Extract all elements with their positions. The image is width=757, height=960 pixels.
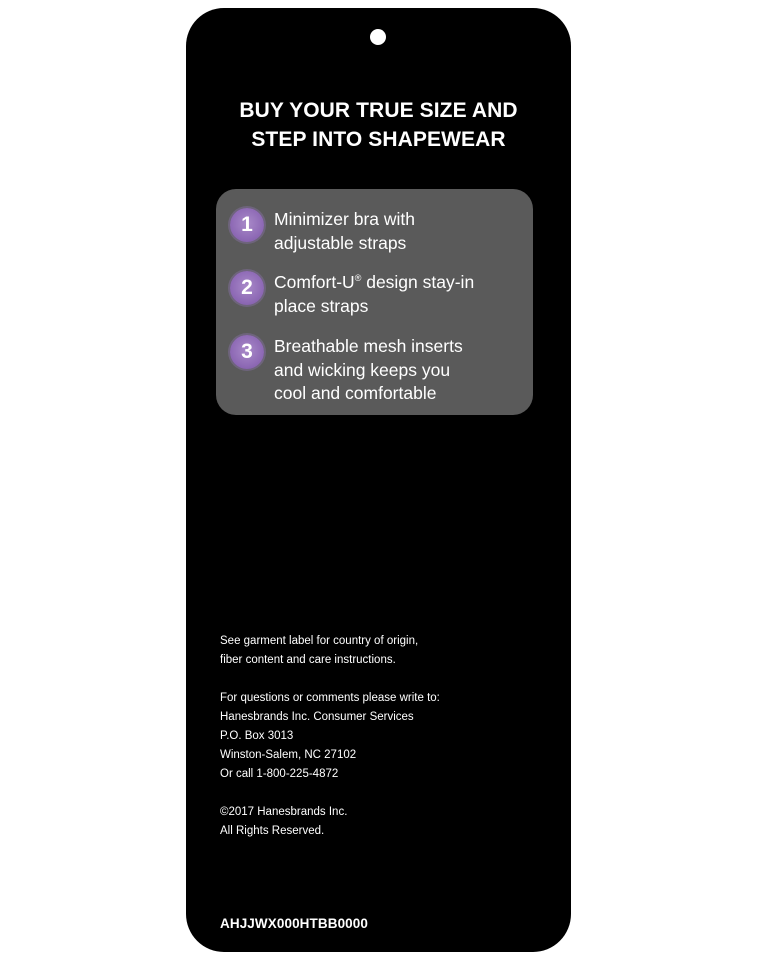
registered-mark: ® (354, 273, 362, 283)
origin-note: See garment label for country of origin, fiber content and care instructions. (220, 635, 419, 666)
feature-text: Minimizer bra with adjustable straps (274, 209, 415, 253)
headline-line-2: STEP INTO SHAPEWEAR (251, 128, 506, 151)
feature-number-badge: 1 (230, 208, 264, 242)
feature-text: Breathable mesh inserts and wicking keeps you cool and comfortable (274, 336, 463, 403)
hang-tag (186, 8, 571, 952)
feature-number-badge: 3 (230, 335, 264, 369)
feature-text: Comfort-U® design stay-in place straps (274, 272, 475, 316)
features-panel (216, 189, 533, 415)
fine-print (220, 632, 550, 841)
hang-hole (370, 29, 386, 45)
feature-number-badge: 2 (230, 271, 264, 305)
headline-line-1: BUY YOUR TRUE SIZE AND (239, 99, 518, 122)
contact-info: For questions or comments please write to: Hanesbrands Inc. Consumer Services P.O. Box 3013 Winston-Salem, NC 27102 Or call 1-800-225-4872 (220, 692, 440, 780)
copyright-notice: ©2017 Hanesbrands Inc. All Rights Reserved. (220, 806, 348, 837)
product-code: AHJJWX000HTBB0000 (220, 916, 369, 931)
headline (206, 96, 551, 154)
